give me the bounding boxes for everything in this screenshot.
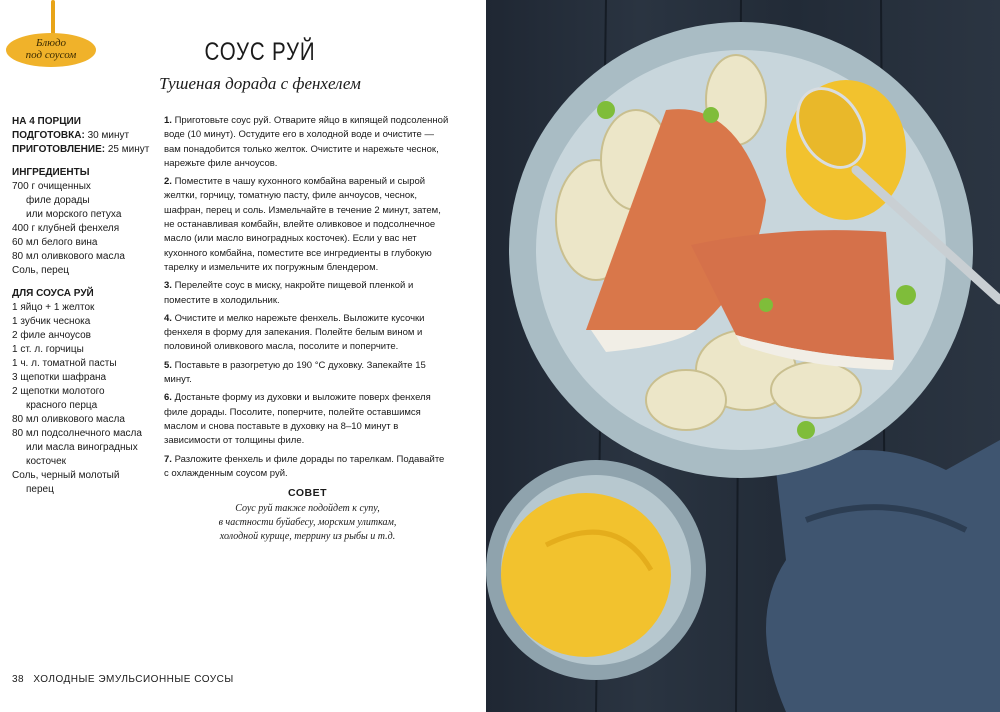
ingredient-line: 60 мл белого вина — [12, 237, 98, 248]
step-number: 1. — [164, 115, 172, 126]
sauce-line: 1 ст. л. горчицы — [12, 344, 84, 355]
step-text: Приготовьте соус руй. Отварите яйцо в кипящей подсоленной воде (10 минут). Остудите его в холодной воде и очистите — вам понадобится только желток. Очистите и нарежьте чеснок, нарежьте филе анчоусов. — [164, 115, 449, 169]
sauce-line: 1 зубчик чеснока — [12, 316, 91, 327]
page-footer — [12, 674, 234, 685]
portions: НА 4 ПОРЦИИ — [12, 116, 81, 127]
food-photo — [486, 0, 1000, 712]
left-page — [0, 0, 486, 712]
ingredient-line: Соль, перец — [12, 265, 69, 276]
cook-time — [12, 143, 160, 157]
step-text: Поставьте в разогретую до 190 °С духовку. Запекайте 15 минут. — [164, 359, 426, 386]
ingredient-line: 700 г очищенных — [12, 181, 91, 192]
sauce-line: 1 ч. л. томатной пасты — [12, 358, 117, 369]
category-badge — [0, 0, 100, 70]
sauce-line: 80 мл подсолнечного масла — [12, 428, 142, 439]
prep-label: ПОДГОТОВКА: — [12, 130, 85, 141]
sauce-line: перец — [26, 484, 54, 495]
step-6 — [164, 391, 451, 448]
step-7 — [164, 453, 451, 482]
badge-line-1: Блюдо — [35, 37, 67, 49]
step-3 — [164, 279, 451, 308]
prep-value: 30 минут — [87, 130, 130, 141]
sauce-line: 1 яйцо + 1 желток — [12, 302, 95, 313]
badge-text — [6, 37, 96, 61]
step-number: 2. — [164, 176, 172, 188]
ingredient-line: или морского петуха — [26, 209, 122, 220]
sauce-line: или масла виноградных — [26, 442, 138, 453]
tip-line: Соус руй также подойдет к супу, — [235, 503, 380, 515]
napkin — [766, 440, 1000, 712]
recipe-subtitle: Тушеная дорада с фенхелем — [159, 74, 361, 93]
ingredients-heading: ИНГРЕДИЕНТЫ — [12, 167, 90, 178]
sauce-line: 2 щепотки молотого — [12, 386, 105, 397]
tip-line: холодной курице, террину из рыбы и т.д. — [219, 531, 396, 543]
sauce-drip-icon — [51, 0, 55, 36]
step-text: Разложите фенхель и филе дорады по тарелкам. Подавайте с охлажденным соусом руй. — [164, 453, 445, 479]
step-number: 3. — [164, 280, 172, 292]
step-4 — [164, 312, 451, 355]
cook-label: ПРИГОТОВЛЕНИЕ: — [12, 144, 106, 155]
sauce-line: Соль, черный молотый — [12, 470, 120, 481]
badge-line-2: под соусом — [25, 49, 77, 61]
tip-line: в частности буйабесу, морским улиткам, — [218, 517, 397, 529]
step-text: Очистите и мелко нарежьте фенхель. Выложите кусочки фенхеля в форму для запекания. Полейте белым вином и половиной оливкового масла, посолите и поперчите. — [164, 312, 425, 353]
ingredient-line: филе дорады — [26, 195, 90, 206]
step-number: 5. — [164, 359, 172, 371]
ingredient-line: 400 г клубней фенхеля — [12, 223, 120, 234]
step-number: 4. — [164, 312, 172, 324]
sauce-line: 2 филе анчоусов — [12, 330, 91, 341]
sauce-line: красного перца — [26, 400, 98, 411]
instructions-column — [164, 114, 451, 544]
dish-illustration — [486, 0, 1000, 712]
step-text: Поместите в чашу кухонного комбайна вареный и сырой желтки, горчицу, томатную пасту, филе анчоусов, чеснок, шафран, перец и соль. Измельчайте в течение 2 минут, затем, не останавливая комбайн, влейте оливковое и подсолнечное масло (или масло виноградных косточек). Если у вас нет кухонного комбайна, поместите все ингредиенты в глубокую тарелку и измельчите их погружным блендером. — [164, 176, 441, 273]
step-2 — [164, 175, 451, 275]
prep-time — [12, 129, 160, 143]
step-text: Перелейте соус в миску, накройте пищевой пленкой и поместите в холодильник. — [164, 280, 414, 306]
ingredients-column — [12, 114, 160, 497]
section-title: ХОЛОДНЫЕ ЭМУЛЬСИОННЫЕ СОУСЫ — [33, 674, 234, 685]
page-number: 38 — [12, 674, 25, 685]
tip-text — [164, 502, 451, 544]
cook-value: 25 минут — [107, 144, 150, 155]
ingredient-line: 80 мл оливкового масла — [12, 251, 125, 262]
sauce-line: косточек — [26, 456, 67, 467]
sauce-heading: ДЛЯ СОУСА РУЙ — [12, 288, 94, 299]
recipe-title: СОУС РУЙ — [204, 38, 316, 66]
step-1 — [164, 114, 451, 171]
step-number: 6. — [164, 392, 172, 404]
step-number: 7. — [164, 453, 172, 465]
tip-heading: СОВЕТ — [288, 487, 327, 500]
rouille-sauce — [501, 493, 671, 657]
sauce-line: 80 мл оливкового масла — [12, 414, 125, 425]
step-5 — [164, 359, 451, 388]
step-text: Достаньте форму из духовки и выложите поверх фенхеля филе дорады. Посолите, поперчите, полейте оставшимся маслом и снова поставьте в духовку на 8–10 минут в зависимости от толщины филе. — [164, 392, 431, 447]
sauce-line: 3 щепотки шафрана — [12, 372, 107, 383]
